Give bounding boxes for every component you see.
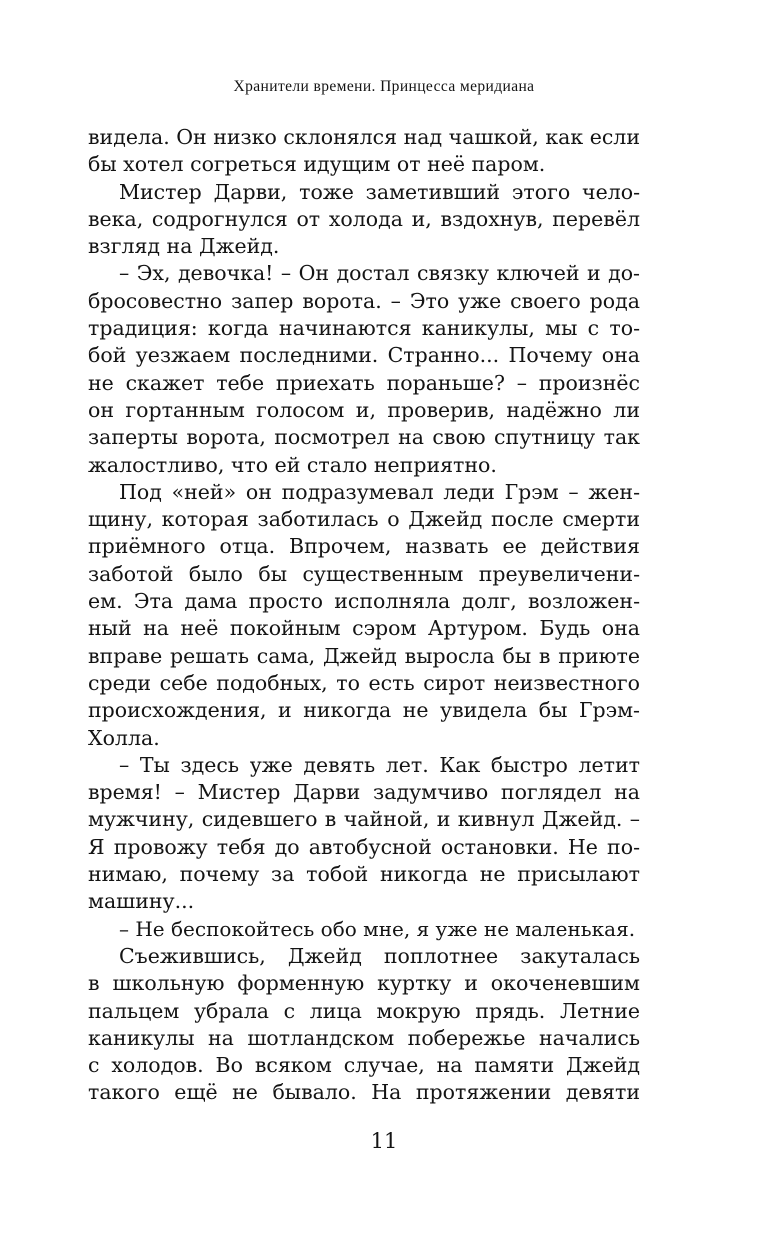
text-line: Холла. bbox=[88, 725, 160, 750]
text-line: машину... bbox=[88, 889, 195, 914]
text-line: взгляд на Джейд. bbox=[88, 234, 280, 259]
text-line: бы хотел согреться идущим от неё паром. bbox=[88, 152, 546, 177]
text-line: пальцем убрала с лица мокрую прядь. Летние bbox=[88, 998, 640, 1023]
text-line: приёмного отца. Впрочем, назвать ее действия bbox=[88, 534, 640, 559]
text-line: ный на неё покойным сэром Артуром. Будь она bbox=[88, 616, 640, 641]
text-line: традиция: когда начинаются каникулы, мы с то- bbox=[88, 316, 640, 341]
text-line: заперты ворота, посмотрел на свою спутницу так bbox=[88, 425, 640, 450]
text-line: Я провожу тебя до автобусной остановки. Не по- bbox=[88, 834, 640, 859]
text-line: века, содрогнулся от холода и, вздохнув, перевёл bbox=[88, 206, 640, 231]
text-line: Мистер Дарви, тоже заметивший этого чело- bbox=[119, 179, 640, 204]
text-line: бой уезжаем последними. Странно... Почему она bbox=[88, 343, 640, 368]
text-line: среди себе подобных, то есть сирот неизвестного bbox=[88, 670, 640, 695]
text-line: Съежившись, Джейд поплотнее закуталась bbox=[119, 943, 640, 968]
text-line: происхождения, и никогда не увидела бы Грэм- bbox=[88, 698, 640, 723]
text-line: Под «ней» он подразумевал леди Грэм – жен- bbox=[119, 479, 640, 504]
text-line: в школьную форменную куртку и окоченевшим bbox=[88, 971, 640, 996]
text-line: такого ещё не бывало. На протяжении девяти bbox=[88, 1080, 640, 1105]
text-line: он гортанным голосом и, проверив, надёжно ли bbox=[88, 397, 640, 422]
body-text bbox=[88, 124, 640, 1107]
text-line: нимаю, почему за тобой никогда не присылают bbox=[88, 862, 640, 887]
text-line: заботой было бы существенным преувеличени- bbox=[88, 561, 640, 586]
running-head-title: Хранители времени. Принцесса меридиана bbox=[233, 78, 535, 95]
text-line: бросовестно запер ворота. – Это уже своего рода bbox=[88, 288, 640, 313]
text-line: мужчину, сидевшего в чайной, и кивнул Джейд. – bbox=[88, 807, 640, 832]
text-line: – Эх, девочка! – Он достал связку ключей и до- bbox=[119, 261, 640, 286]
text-line: вправе решать сама, Джейд выросла бы в приюте bbox=[88, 643, 640, 668]
text-line: – Не беспокойтесь обо мне, я уже не маленькая. bbox=[119, 916, 636, 941]
text-line: жалостливо, что ей стало неприятно. bbox=[88, 452, 497, 477]
text-line: ем. Эта дама просто исполняла долг, возложен- bbox=[88, 589, 640, 614]
text-line: не скажет тебе приехать пораньше? – произнёс bbox=[88, 370, 640, 395]
text-line: – Ты здесь уже девять лет. Как быстро летит bbox=[119, 752, 640, 777]
text-line: время! – Мистер Дарви задумчиво поглядел на bbox=[88, 780, 640, 805]
text-line: каникулы на шотландском побережье начались bbox=[88, 1025, 640, 1050]
page-number: 11 bbox=[370, 1129, 398, 1153]
text-line: щину, которая заботилась о Джейд после смерти bbox=[88, 507, 640, 532]
text-line: с холодов. Во всяком случае, на памяти Джейд bbox=[88, 1053, 640, 1078]
text-line: видела. Он низко склонялся над чашкой, как если bbox=[88, 125, 640, 149]
